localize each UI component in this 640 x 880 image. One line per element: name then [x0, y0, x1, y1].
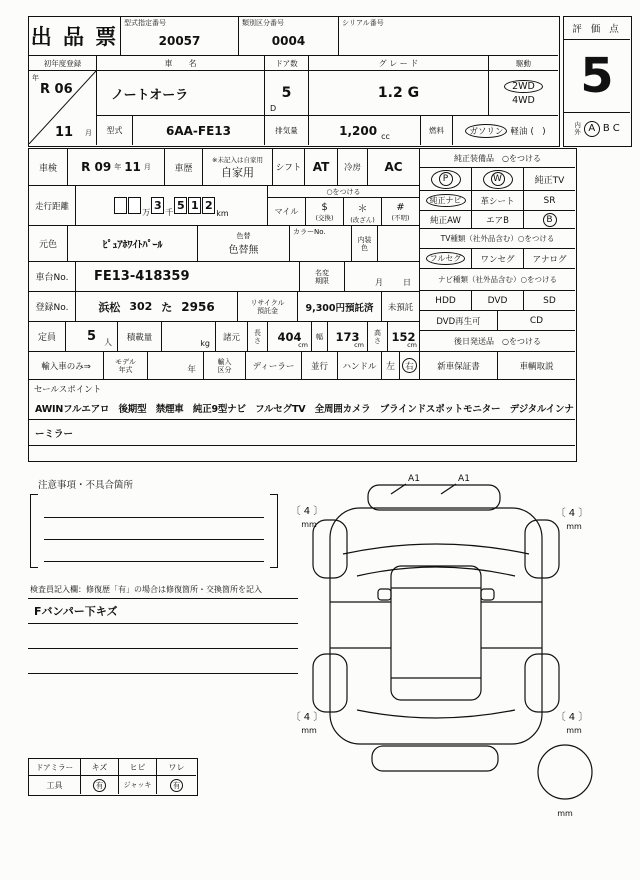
shaken-year-unit: 年: [114, 163, 122, 171]
model-year-unit: 年: [187, 365, 196, 375]
drive-cell: [489, 71, 558, 116]
width-unit: cm: [354, 341, 364, 349]
caution-line-3: [44, 561, 264, 562]
drive-4wd: 4WD: [512, 95, 535, 106]
tools-has-mark: 有: [93, 779, 106, 792]
first-reg-year: R 06: [40, 82, 73, 97]
load-value-cell: [162, 322, 216, 352]
plate-value-cell: [76, 292, 238, 322]
tamper-option: ＊ (改ざん): [344, 198, 382, 226]
evaluation-score-cell: [564, 40, 630, 113]
month-unit: 月: [375, 278, 383, 287]
car-name-header: 車 名: [97, 56, 265, 71]
bracket-left: [30, 494, 38, 568]
dealer-option: ディーラー: [246, 352, 302, 380]
history-value-cell: [203, 149, 273, 186]
windshield-line: [357, 567, 515, 576]
defect-line-3: [28, 648, 298, 649]
sales-point-cell: [29, 380, 575, 420]
jack-cell: ジャッキ: [119, 776, 157, 794]
dvd-option: DVD: [472, 291, 524, 311]
plate-region: 浜松: [98, 300, 121, 314]
dvd-play-option: DVD再生可: [420, 311, 498, 331]
sunroof-option: SR: [524, 191, 575, 211]
leather-seat-option: 革シート: [472, 191, 524, 211]
hdd-option: HDD: [420, 291, 472, 311]
displacement-label-cell: 排気量: [265, 116, 309, 145]
oneseg-option: ワンセグ: [472, 249, 524, 269]
length-value-cell: 404 cm: [268, 322, 312, 352]
grade-b: B: [602, 123, 610, 134]
caution-title: 注意事項・不具合箇所: [38, 480, 134, 491]
airbag-mark-cell: [524, 211, 575, 229]
grade-a-selected: A: [584, 121, 600, 137]
class-code-cell: [239, 17, 339, 56]
mileage-box-empty1: [114, 197, 127, 214]
tread-bottom-left-mm: mm: [301, 726, 317, 735]
km-unit: km: [216, 209, 229, 218]
doors-value: 5: [281, 85, 292, 101]
fuel-cell: [453, 116, 558, 145]
mileage-digit-1: 5: [174, 197, 187, 214]
sales-point-line1: AWINフルエアロ 後期型 禁煙車 純正9型ナビ フルセグTV 全周囲カメラ ブラインドスポットモニター デジタルインナ: [35, 404, 574, 415]
first-reg-month: 11: [55, 125, 74, 140]
exchange-option: $ (交換): [306, 198, 344, 226]
warranty-option: 新車保証書: [420, 352, 498, 380]
capacity-unit: 人: [104, 338, 112, 347]
first-reg-month-unit: 月: [85, 129, 92, 137]
history-value: 自家用: [221, 165, 254, 179]
mileage-box-sen: 3: [151, 197, 164, 214]
handle-left-option: 左: [382, 352, 400, 380]
mileage-digit-3: 2: [202, 197, 215, 214]
color-change-cell: [198, 226, 290, 262]
first-reg-year-unit: 年: [32, 74, 39, 82]
width-value-cell: 173 cm: [328, 322, 368, 352]
mileage-digit-2: 1: [188, 197, 201, 214]
spare-tire: [538, 745, 592, 799]
sales-point-line2-cell: [29, 420, 575, 446]
color-change-label: 色替: [236, 232, 251, 240]
load-unit: kg: [200, 339, 210, 348]
hood-line: [343, 544, 529, 554]
power-window-selected: [472, 168, 524, 191]
doors-unit: D: [270, 104, 277, 113]
door-mirror-cell: ドアミラー: [29, 759, 81, 776]
hibi-cell: ヒビ: [119, 759, 157, 776]
doors-cell: [265, 71, 309, 116]
plate-number: 2956: [181, 299, 215, 314]
int-ext-label: 内 外: [574, 120, 581, 136]
car-name-value: ノートオーラ: [111, 87, 189, 103]
plate-label-cell: 登録No.: [29, 292, 76, 322]
manual-option: 車輌取説: [498, 352, 575, 380]
drive-header: 駆動: [489, 56, 558, 71]
load-label-cell: 積載量: [118, 322, 162, 352]
displacement-unit: cc: [381, 132, 390, 141]
later-shipping-header: 後日発送品 ○をつける: [420, 331, 575, 352]
parallel-option: 並行: [302, 352, 338, 380]
sales-point-line2: ーミラー: [35, 428, 74, 440]
main-form: [28, 148, 577, 462]
airbag-option: エアB: [472, 211, 524, 229]
height-label-cell: 高 さ: [368, 322, 388, 352]
recycle-label-cell: リサイクル 預託金: [238, 292, 298, 322]
model-code-label: 型式指定番号: [124, 19, 166, 27]
capacity-value-cell: 5 人: [66, 322, 118, 352]
damage-a1-right: A1: [458, 474, 470, 484]
tv-type-header: TV種類（社外品含む）○をつける: [420, 229, 575, 249]
man-unit: 万: [142, 208, 151, 217]
factory-navi-selected: 純正ナビ: [420, 191, 472, 211]
caution-line-2: [44, 539, 264, 540]
defect-line-2: [28, 623, 298, 624]
interior-color-label-cell: 内装 色: [352, 226, 378, 262]
model-year-label-cell: モデル 年式: [104, 352, 148, 380]
defect-line-4: [28, 673, 298, 674]
color-change-value: 色替無: [228, 245, 259, 256]
base-color-label-cell: 元色: [29, 226, 68, 262]
grade-cell: [309, 71, 489, 116]
model-code-cell: [121, 17, 239, 56]
grade-value: 1.2 G: [377, 85, 420, 101]
model-code-value: 20057: [158, 34, 201, 48]
serial-label: シリアル番号: [342, 19, 384, 27]
navi-type-header: ナビ種類（社外品含む）○をつける: [420, 269, 575, 291]
front-bumper: [368, 485, 500, 510]
shaken-month: 11: [124, 160, 141, 174]
jack-mark-cell: [157, 776, 196, 794]
dims-label-cell: 諸元: [216, 322, 248, 352]
sheet-title: 出 品 票: [30, 25, 119, 49]
tread-bottom-right: 〔 4 〕: [555, 712, 589, 723]
import-label-cell: 輸入車のみ⇒: [29, 352, 104, 380]
import-category-label-cell: 輸入 区分: [204, 352, 246, 380]
tread-bottom-left: 〔 4 〕: [290, 712, 324, 723]
grade-c: C: [612, 123, 620, 134]
fuel-label-cell: 燃料: [421, 116, 453, 145]
serial-cell: [339, 17, 558, 56]
ac-label-cell: 冷房: [338, 149, 368, 186]
class-code-value: 0004: [271, 34, 306, 48]
title-cell: [29, 17, 121, 56]
plate-class: 302: [129, 300, 153, 313]
name-change-date-cell: [345, 262, 420, 292]
evaluation-label: 評 価 点: [572, 24, 622, 35]
name-change-label-cell: 名変 期限: [300, 262, 345, 292]
rear-bumper: [372, 746, 498, 771]
height-value-cell: 152 cm: [388, 322, 420, 352]
defect-line-1: [28, 598, 298, 599]
height-unit: cm: [407, 341, 417, 349]
tools-mark-cell: [81, 776, 119, 794]
power-steering-selected: [420, 168, 472, 191]
recycle-not-deposited-cell: 未預託: [382, 292, 420, 322]
model-value-cell: 6AA-FE13: [133, 116, 265, 145]
fuel-diesel: 軽油: [510, 126, 528, 137]
tread-top-right-mm: mm: [566, 522, 582, 531]
spare-tire-mm: mm: [557, 809, 573, 818]
bracket-right: [270, 494, 278, 568]
factory-tv-option: 純正TV: [524, 168, 575, 191]
meter-circle-note: ○をつける: [268, 186, 420, 198]
shift-label-cell: シフト: [273, 149, 305, 186]
mile-option: マイル: [268, 198, 306, 226]
caution-line-1: [44, 517, 264, 518]
tools-cell: 工具: [29, 776, 81, 794]
kizu-cell: キズ: [81, 759, 119, 776]
sales-point-label: セールスポイント: [34, 385, 102, 395]
sen-unit: 千: [165, 208, 174, 217]
power-window-mark: W: [491, 172, 505, 186]
cabin: [391, 566, 481, 700]
class-code-label: 類別区分番号: [242, 19, 284, 27]
base-color-value-cell: ﾋﾟｭｱﾎﾜｲﾄﾊﾟｰﾙ: [68, 226, 198, 262]
shaken-month-unit: 月: [143, 163, 151, 171]
chassis-value-cell: FE13-418359: [76, 262, 300, 292]
evaluation-header: [564, 17, 630, 40]
mileage-label-cell: 走行距離: [29, 186, 76, 226]
tread-top-right: 〔 4 〕: [555, 508, 589, 519]
shaken-year: R 09: [81, 160, 112, 174]
evaluation-score: 5: [580, 48, 614, 104]
fullseg-selected: フルセグ: [420, 249, 472, 269]
displacement-cell: 1,200 cc: [309, 116, 421, 145]
power-steering-mark: P: [439, 172, 453, 186]
drive-2wd-selected: 2WD: [504, 80, 543, 93]
defect-text: Fバンパー下キズ: [34, 605, 118, 618]
length-label-cell: 長 さ: [248, 322, 268, 352]
jack-has-mark: 有: [170, 779, 183, 792]
mirror-tool-table: [28, 758, 198, 796]
shift-value-cell: AT: [305, 149, 338, 186]
factory-alloy-option: 純正AW: [420, 211, 472, 229]
capacity-label-cell: 定員: [29, 322, 66, 352]
sales-point-empty-row: [29, 446, 575, 460]
sd-option: SD: [524, 291, 575, 311]
airbag-mark: B: [543, 213, 557, 227]
first-reg-cell: [29, 71, 97, 145]
top-form: [28, 16, 560, 147]
plate-kana: た: [161, 300, 173, 314]
evaluation-box: [563, 16, 632, 147]
shaken-label-cell: 車検: [29, 149, 68, 186]
unknown-option: # (不明): [382, 198, 420, 226]
tread-top-left-mm: mm: [301, 520, 317, 529]
rear-window-line: [357, 710, 515, 718]
recycle-deposited-cell: 9,300円預託済: [298, 292, 382, 322]
doors-header: ドア数: [265, 56, 309, 71]
fuel-gasoline-selected: ガソリン: [465, 124, 507, 138]
mirror-right: [481, 589, 494, 600]
car-name-cell: [97, 71, 265, 116]
int-ext-grade-cell: [564, 113, 630, 144]
car-diagram: [285, 470, 640, 880]
ware-cell: ワレ: [157, 759, 196, 776]
width-label-cell: 幅: [312, 322, 328, 352]
shaken-value-cell: [68, 149, 165, 186]
model-label-cell: 型式: [97, 116, 133, 145]
first-reg-header: 初年度登録: [29, 56, 97, 71]
grade-header: グ レ ー ド: [309, 56, 489, 71]
history-label-cell: 車歴: [165, 149, 203, 186]
mileage-value-cell: [76, 186, 268, 226]
damage-a1-left: A1: [408, 474, 420, 484]
history-note: ※未記入は自家用: [212, 155, 263, 164]
tread-top-left: 〔 4 〕: [290, 506, 324, 517]
interior-color-value-cell: [378, 226, 420, 262]
tread-bottom-right-mm: mm: [566, 726, 582, 735]
mileage-box-empty2: [128, 197, 141, 214]
ac-value-cell: AC: [368, 149, 420, 186]
chassis-label-cell: 車台No.: [29, 262, 76, 292]
mirror-left: [378, 589, 391, 600]
inspector-note: 検査員記入欄：修復歴「有」の場合は修復箇所・交換箇所を記入: [30, 585, 262, 594]
model-year-value-cell: [148, 352, 204, 380]
handle-right-selected: 右: [400, 352, 420, 380]
day-unit: 日: [403, 278, 411, 287]
cd-option: CD: [498, 311, 575, 331]
handle-label-cell: ハンドル: [338, 352, 382, 380]
length-unit: cm: [298, 341, 308, 349]
equip-header: 純正装備品 ○をつける: [420, 149, 575, 168]
color-no-cell: カラーNo.: [290, 226, 352, 262]
fuel-blank: ( ): [530, 126, 546, 137]
analog-option: アナログ: [524, 249, 575, 269]
